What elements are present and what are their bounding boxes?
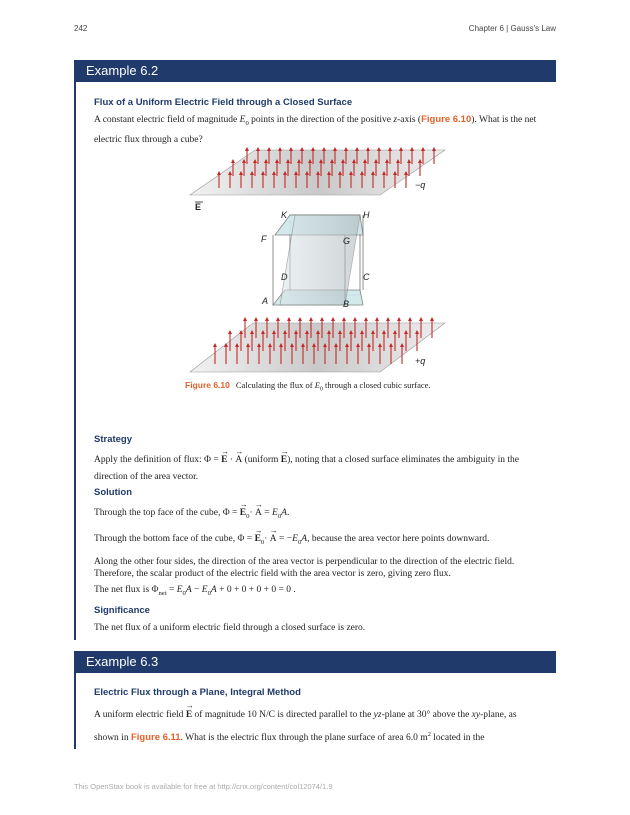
field-arrow-head	[300, 147, 304, 151]
figure-6-10-caption: Figure 6.10 Calculating the flux of $E_0$ through a closed cubic surface.	[185, 380, 431, 393]
example-6-2-problem: A constant electric field of magnitude $E_0$ points in the direction of the positive z-axis (Figure 6.10). What is the net electric flux through a cube?	[94, 114, 537, 145]
field-arrow-head	[254, 317, 258, 321]
field-arrow-head	[410, 147, 414, 151]
cube	[273, 215, 363, 305]
field-arrow-head	[322, 147, 326, 151]
field-arrow-head	[430, 317, 434, 321]
example-6-2-title-bar: Example 6.2	[74, 60, 556, 82]
svg-text:K: K	[281, 210, 288, 220]
field-arrow-head	[353, 317, 357, 321]
page-number: 242	[74, 24, 88, 33]
field-arrow-head	[298, 317, 302, 321]
field-arrow-head	[213, 343, 217, 347]
field-arrow-head	[245, 147, 249, 151]
solution-heading: Solution	[94, 487, 132, 498]
field-arrow-head	[256, 147, 260, 151]
field-arrow-head	[320, 317, 324, 321]
example-6-2-heading: Flux of a Uniform Electric Field through a Closed Surface	[94, 97, 353, 108]
caption-label: Figure 6.10	[185, 380, 230, 390]
field-arrow-head	[397, 317, 401, 321]
example-6-3-problem: A uniform electric field → E of magnitude 10 N/C is directed parallel to the yz-plane at 30° above the xy-plane, as shown in Figure 6.11. What is the electric flux through the plane surface of area 6.0 $m^2$ located in the	[94, 705, 540, 748]
field-arrow-head	[388, 147, 392, 151]
e-field-label: E	[195, 202, 202, 212]
field-arrow-head	[421, 147, 425, 151]
field-arrow-head	[333, 147, 337, 151]
field-arrow-head	[419, 317, 423, 321]
field-arrow-head	[432, 147, 436, 151]
field-arrow-head	[228, 330, 232, 334]
solution-bottom: Through the bottom face of the cube, Φ = → $E_0\cdot \to A = -E_0A$, because the area vector here points downward.	[94, 531, 540, 551]
plus-q-label: +q	[415, 356, 426, 366]
example-6-3-left-rule	[74, 673, 76, 749]
field-arrow-head	[309, 317, 313, 321]
svg-text:B: B	[343, 299, 350, 309]
significance-heading: Significance	[94, 605, 150, 616]
field-arrow-head	[408, 317, 412, 321]
field-arrow-head	[311, 147, 315, 151]
field-arrow-head	[267, 147, 271, 151]
field-arrow-head	[289, 147, 293, 151]
svg-text:F: F	[261, 234, 267, 244]
footer-note: This OpenStax book is available for free at http://cnx.org/content/col12074/1.9	[74, 782, 333, 791]
field-arrow-head	[355, 147, 359, 151]
solution-sides: Along the other four sides, the direction of the area vector is perpendicular to the direction of the electric field. Therefore, the scalar product of the electric field with the area vector is zero, giving zero flux.	[94, 557, 515, 579]
field-arrow-head	[344, 147, 348, 151]
field-arrow-head	[231, 159, 235, 163]
figure-6-11-link[interactable]: Figure 6.11	[130, 732, 181, 744]
field-arrow-head	[276, 317, 280, 321]
field-arrow-head	[287, 317, 291, 321]
significance-text: The net flux of a uniform electric field through a closed surface is zero.	[94, 623, 366, 633]
field-arrow-head	[375, 317, 379, 321]
example-6-2-left-rule	[74, 82, 76, 640]
figure-6-10-link[interactable]: Figure 6.10	[421, 114, 472, 125]
svg-text:H: H	[363, 210, 370, 220]
field-arrow-head	[278, 147, 282, 151]
strategy-heading: Strategy	[94, 434, 133, 445]
field-arrow-head	[386, 317, 390, 321]
field-arrow-head	[217, 171, 221, 175]
field-arrow-head	[364, 317, 368, 321]
field-arrow-head	[265, 317, 269, 321]
solution-top: Through the top face of the cube, Φ = → $E_0\cdot \to A = E_0A$.	[94, 505, 540, 525]
field-arrow-head	[377, 147, 381, 151]
example-6-3-title-bar: Example 6.3	[74, 651, 556, 673]
minus-q-label: −q	[415, 180, 426, 190]
field-arrow-head	[366, 147, 370, 151]
svg-text:C: C	[363, 272, 370, 282]
svg-text:G: G	[343, 236, 351, 246]
strategy-text: Apply the definition of flux: Φ = → E · → A (uniform → E), noting that a closed surface eliminates the ambiguity in the direction of the area vector.	[94, 452, 540, 486]
chapter-title: Chapter 6 | Gauss's Law	[468, 24, 556, 33]
field-arrow-head	[331, 317, 335, 321]
field-arrow-head	[399, 147, 403, 151]
field-arrow-head	[342, 317, 346, 321]
net-flux: The net flux is $\Phi_{net} = E_0A - E_0A + 0 + 0 + 0 + 0 = 0$ .	[94, 585, 296, 597]
field-arrow-head	[243, 317, 247, 321]
svg-text:D: D	[281, 272, 288, 282]
svg-text:A: A	[262, 296, 269, 306]
figure-6-10	[185, 140, 455, 375]
example-6-3-heading: Electric Flux through a Plane, Integral Method	[94, 687, 301, 698]
